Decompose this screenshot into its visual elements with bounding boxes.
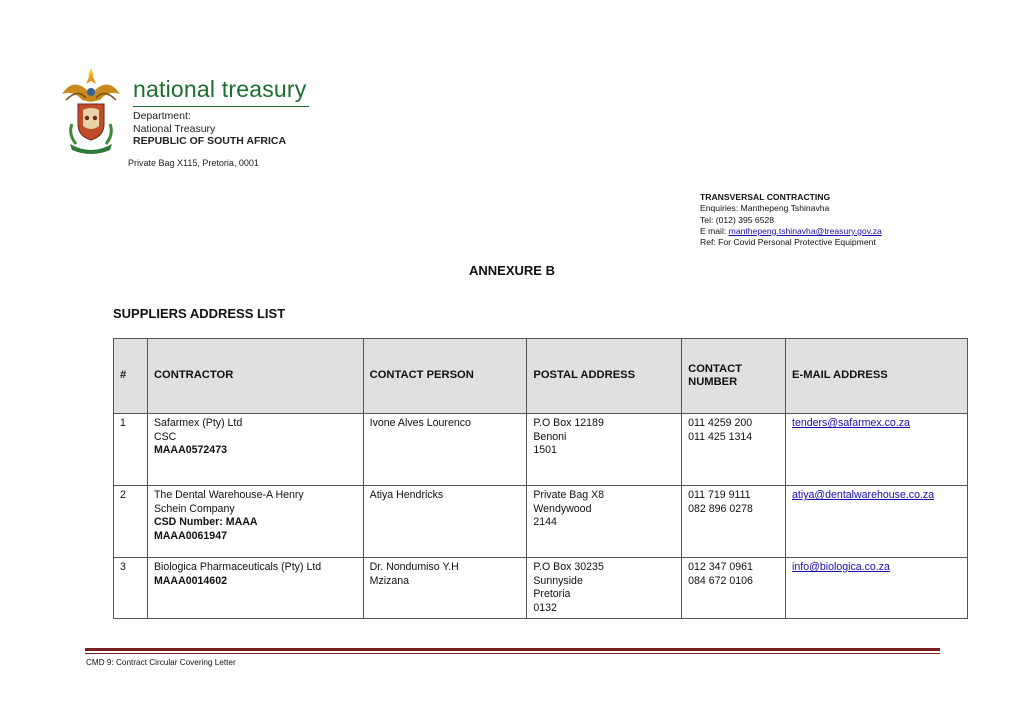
postal-line: P.O Box 12189 bbox=[533, 417, 604, 429]
cell-email bbox=[786, 486, 968, 558]
person-line: Dr. Nondumiso Y.H bbox=[369, 561, 459, 573]
cell-contractor bbox=[147, 486, 363, 558]
postal-line: 1501 bbox=[533, 444, 557, 457]
postal-line: Wendywood bbox=[533, 502, 592, 515]
postal-line: Private Bag X8 bbox=[533, 489, 605, 501]
contractor-csd: MAAA0572473 bbox=[153, 444, 227, 457]
table-row bbox=[114, 486, 968, 558]
contractor-line: The Dental Warehouse-A Henry bbox=[153, 489, 304, 501]
contractor-csd: CSD Number: MAAA bbox=[153, 516, 258, 529]
cell-num: 3 bbox=[114, 558, 148, 619]
phone-line: 011 719 9111 bbox=[688, 489, 751, 501]
person-line: Atiya Hendricks bbox=[369, 489, 444, 501]
header-contact-number-l2: NUMBER bbox=[688, 376, 738, 388]
table-header-row bbox=[114, 339, 968, 414]
header-num: # bbox=[114, 339, 148, 414]
phone-line: 011 425 1314 bbox=[688, 430, 753, 443]
dept-name: National Treasury bbox=[133, 122, 216, 135]
postal-line: Pretoria bbox=[533, 588, 571, 601]
cell-contractor bbox=[147, 558, 363, 619]
contractor-line: Biologica Pharmaceuticals (Pty) Ltd bbox=[153, 561, 322, 573]
person-line: Ivone Alves Lourenco bbox=[369, 417, 471, 429]
cell-contact-number bbox=[682, 414, 786, 486]
header-contact-number bbox=[682, 339, 786, 414]
phone-line: 084 672 0106 bbox=[688, 574, 753, 587]
email-link[interactable]: atiya@dentalwarehouse.co.za bbox=[792, 489, 935, 501]
postal-line: 2144 bbox=[533, 516, 557, 529]
phone-line: 082 896 0278 bbox=[688, 502, 753, 515]
cell-contact-number bbox=[682, 558, 786, 619]
cell-email bbox=[786, 558, 968, 619]
email-link[interactable]: info@biologica.co.za bbox=[792, 561, 890, 573]
cell-contractor bbox=[147, 414, 363, 486]
contractor-csd: MAAA0061947 bbox=[153, 529, 227, 542]
footer-rule-thin bbox=[85, 653, 940, 654]
list-title: SUPPLIERS ADDRESS LIST bbox=[113, 306, 286, 321]
org-name: national treasury bbox=[133, 76, 307, 102]
contact-unit: TRANSVERSAL CONTRACTING bbox=[700, 192, 831, 202]
header-postal-address: POSTAL ADDRESS bbox=[527, 339, 682, 414]
cell-postal-address bbox=[527, 558, 682, 619]
cell-num: 2 bbox=[114, 486, 148, 558]
contact-email-line bbox=[700, 226, 882, 237]
contractor-line: CSC bbox=[153, 430, 177, 443]
country-name: REPUBLIC OF SOUTH AFRICA bbox=[133, 135, 287, 147]
cell-contact-number bbox=[682, 486, 786, 558]
phone-line: 011 4259 200 bbox=[688, 417, 753, 429]
header-contact-person: CONTACT PERSON bbox=[363, 339, 527, 414]
phone-line: 012 347 0961 bbox=[688, 561, 753, 573]
org-rule bbox=[133, 106, 309, 107]
table-row bbox=[114, 558, 968, 619]
contact-enquiries: Enquiries: Manthepeng Tshinavha bbox=[700, 203, 830, 214]
contractor-line: Schein Company bbox=[153, 502, 235, 515]
cell-contact-person bbox=[363, 414, 527, 486]
department-block bbox=[133, 110, 286, 148]
contractor-line: Safarmex (Pty) Ltd bbox=[153, 417, 243, 429]
contact-email-label: E mail: bbox=[700, 225, 729, 236]
postal-line: Sunnyside bbox=[533, 574, 583, 587]
cell-contact-person bbox=[363, 486, 527, 558]
footer-rule bbox=[85, 648, 940, 651]
cell-postal-address bbox=[527, 414, 682, 486]
table-row bbox=[114, 414, 968, 486]
footer-text: CMD 9: Contract Circular Covering Letter bbox=[86, 658, 236, 667]
dept-label: Department: bbox=[133, 110, 191, 122]
cell-contact-person bbox=[363, 558, 527, 619]
contact-block bbox=[700, 192, 882, 248]
contact-email-link[interactable]: manthepeng.tshinavha@treasury.gov.za bbox=[728, 225, 882, 236]
person-line: Mzizana bbox=[369, 574, 410, 587]
coat-of-arms-icon bbox=[56, 66, 126, 156]
postal-line: Benoni bbox=[533, 430, 567, 443]
cell-postal-address bbox=[527, 486, 682, 558]
contact-ref: Ref: For Covid Personal Protective Equipment bbox=[700, 237, 876, 248]
header-contact-number-l1: CONTACT bbox=[688, 362, 742, 375]
postal-address: Private Bag X115, Pretoria, 0001 bbox=[128, 158, 259, 168]
email-link[interactable]: tenders@safarmex.co.za bbox=[792, 417, 910, 429]
contact-tel: Tel: (012) 395 6528 bbox=[700, 214, 775, 225]
header-contractor: CONTRACTOR bbox=[147, 339, 363, 414]
annex-title: ANNEXURE B bbox=[469, 263, 555, 278]
header-email: E-MAIL ADDRESS bbox=[786, 339, 968, 414]
cell-num: 1 bbox=[114, 414, 148, 486]
postal-line: P.O Box 30235 bbox=[533, 561, 604, 573]
contractor-csd: MAAA0014602 bbox=[153, 574, 227, 587]
postal-line: 0132 bbox=[533, 601, 557, 614]
suppliers-table bbox=[113, 338, 968, 619]
cell-email bbox=[786, 414, 968, 486]
